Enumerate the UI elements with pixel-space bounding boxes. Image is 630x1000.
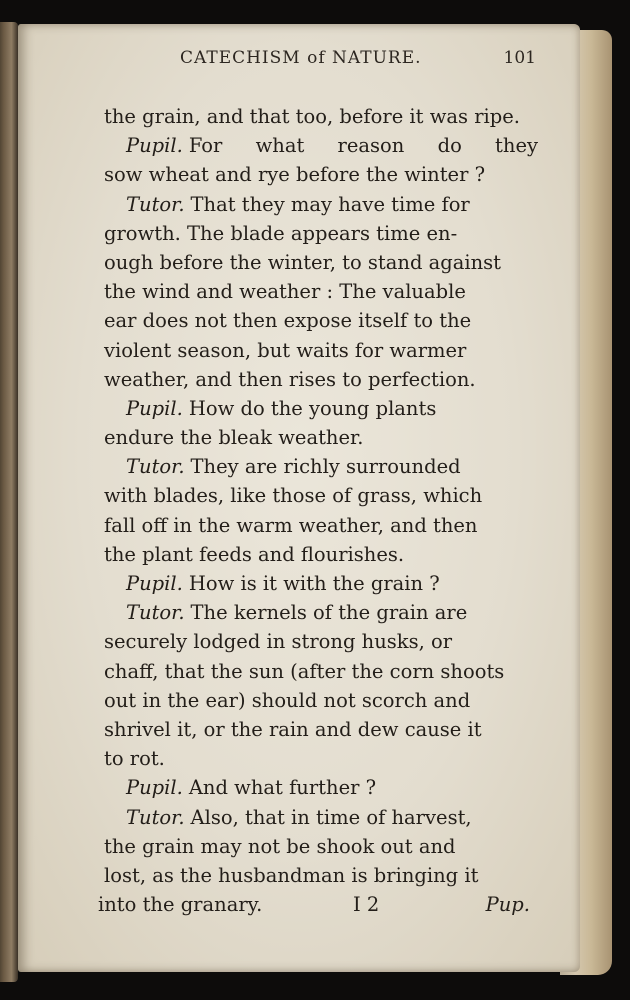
speaker-label: Tutor. [126,805,185,829]
text-line [98,219,538,248]
line-text: That they may have time for [190,192,470,216]
line-text: out in the ear) should not scorch and [104,688,471,712]
speaker-label: Tutor. [126,455,185,479]
running-title: CATECHISM of NATURE. [180,48,422,68]
text-line [98,423,538,452]
line-text: How is it with the grain ? [188,572,440,595]
text-line [98,657,538,686]
line-text: into the granary. [98,893,263,917]
line-text: fall off in the warm weather, and then [104,513,478,537]
last-text-line [98,890,538,919]
text-line [98,686,538,715]
line-text: the grain, and that too, before it was ripe. [104,105,521,128]
line-text: Also, that in time of harvest, [190,805,472,829]
line-text: the wind and weather : The valuable [104,280,466,304]
text-line [98,306,538,335]
line-text: ough before the winter, to stand against [104,250,502,274]
line-text: They are richly surrounded [190,455,461,479]
line-text: sow wheat and rye before the winter ? [104,163,486,187]
text-line [98,773,538,802]
line-text: the grain may not be shook out and [104,834,456,858]
line-text: And what further ? [188,776,377,800]
speaker-label: Tutor. [126,601,185,625]
text-line [98,744,538,773]
speaker-label: Pupil. [126,572,183,595]
text-line [98,452,538,481]
speaker-label: Tutor. [126,192,185,216]
speaker-label: Pupil. [126,396,183,420]
body-text [98,102,538,919]
text-line [98,394,538,423]
line-text: with blades, like those of grass, which [104,484,483,508]
signature-mark: I 2 [353,893,380,917]
line-text: violent season, but waits for warmer [104,338,467,362]
line-text: endure the bleak weather. [104,426,364,450]
text-line [98,160,538,189]
text-line [98,336,538,365]
line-text: weather, and then rises to perfection. [104,367,476,391]
text-line [98,190,538,219]
speaker-label: Pupil. [126,776,183,800]
text-line [98,481,538,510]
line-text: growth. The blade appears time en- [104,221,458,245]
facing-page-edge [0,22,18,982]
line-text: the plant feeds and flourishes. [104,542,405,566]
line-text: shrivel it, or the rain and dew cause it [104,717,482,741]
page-header [150,48,540,78]
text-line [98,715,538,744]
text-line [98,365,538,394]
line-text: The kernels of the grain are [190,601,468,625]
catchword: Pup. [485,893,530,917]
line-text: ear does not then expose itself to the [104,309,472,333]
text-line [98,102,538,131]
text-line [98,248,538,277]
text-line [98,598,538,627]
line-text: How do the young plants [188,396,437,420]
text-line [98,803,538,832]
line-text: chaff, that the sun (after the corn shoots [104,659,505,683]
text-line [98,277,538,306]
text-line [98,131,538,160]
line-text: to rot. [104,747,165,771]
text-line [98,832,538,861]
line-text: For what reason do they [188,134,538,158]
line-text: lost, as the husbandman is bringing it [104,863,479,887]
text-line [98,627,538,656]
speaker-label: Pupil. [126,134,183,158]
text-line [98,540,538,569]
text-line [98,861,538,890]
line-text: securely lodged in strong husks, or [104,630,453,654]
text-line [98,569,538,598]
text-line [98,511,538,540]
page-number: 101 [503,48,536,68]
